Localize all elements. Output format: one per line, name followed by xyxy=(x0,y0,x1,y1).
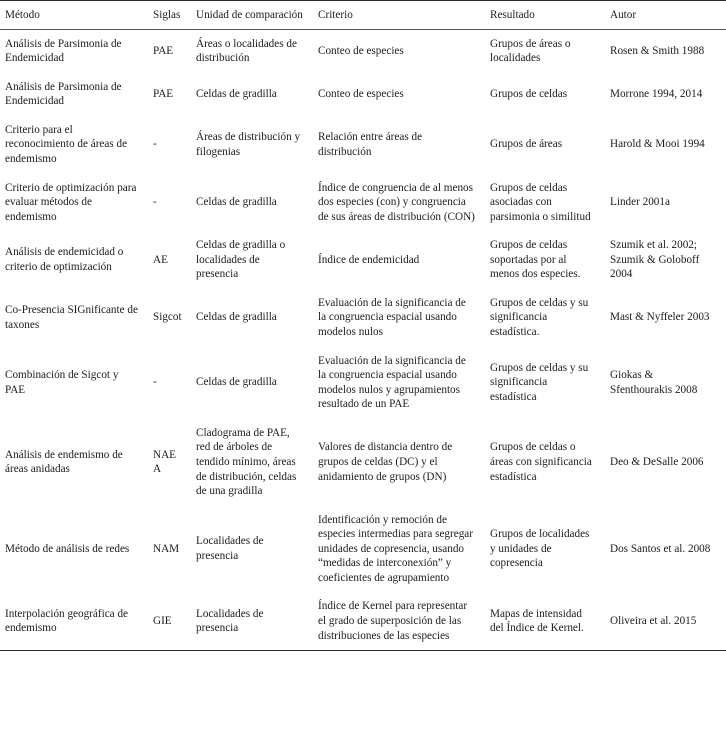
cell-resultado: Grupos de localidades y unidades de copresencia xyxy=(490,528,590,570)
cell-criterio: Índice de endemicidad xyxy=(318,253,420,266)
cell-criterio: Conteo de especies xyxy=(318,44,404,57)
cell-resultado: Grupos de celdas y su significancia estadística. xyxy=(490,296,589,338)
cell-criterio: Índice de Kernel para representar el grado de superposición de las distribuciones de las especies xyxy=(313,592,485,650)
table-row xyxy=(0,506,726,593)
cell-unidad: Localidades de presencia xyxy=(191,592,313,650)
column-header-criterio: Criterio xyxy=(313,1,485,30)
cell-criterio: Evaluación de la significancia de la congruencia espacial usando modelos nulos y agrupamientos resultado de un PAE xyxy=(318,354,466,411)
cell-metodo: Criterio para el reconocimiento de áreas de endemismo xyxy=(5,123,128,165)
table-row xyxy=(0,73,726,116)
cell-autor: Szumik et al. 2002; Szumik & Goloboff 2004 xyxy=(610,239,700,281)
cell-criterio: Evaluación de la significancia de la congruencia espacial usando modelos nulos xyxy=(318,296,466,338)
cell-resultado: Mapas de intensidad del Índice de Kernel. xyxy=(485,592,605,650)
table-row xyxy=(0,231,726,289)
cell-resultado: Grupos de celdas asociadas con parsimonia o similitud xyxy=(490,181,591,223)
table-body xyxy=(0,29,726,651)
cell-autor: Giokas & Sfenthourakis 2008 xyxy=(610,369,698,396)
cell-resultado: Grupos de celdas o áreas con significancia estadística xyxy=(490,441,592,483)
cell-unidad: Localidades de presencia xyxy=(196,535,264,563)
cell-autor: Rosen & Smith 1988 xyxy=(610,44,705,57)
cell-resultado: Grupos de celdas soportadas por al menos dos especies. xyxy=(490,239,581,281)
table-row xyxy=(0,174,726,232)
cell-siglas: PAE xyxy=(153,44,174,57)
cell-autor: Oliveira et al. 2015 xyxy=(605,592,726,650)
cell-unidad: Celdas de gradilla xyxy=(196,376,277,389)
column-header-metodo: Método xyxy=(0,1,148,30)
cell-autor: Harold & Mooi 1994 xyxy=(610,138,705,151)
cell-resultado: Grupos de celdas xyxy=(490,87,568,100)
table-row xyxy=(0,419,726,506)
cell-metodo: Análisis de Parsimonia de Endemicidad xyxy=(5,37,122,65)
cell-autor: Mast & Nyffeler 2003 xyxy=(610,311,710,324)
column-header-resultado: Resultado xyxy=(485,1,605,30)
cell-metodo: Combinación de Sigcot y PAE xyxy=(5,369,119,396)
cell-metodo: Análisis de Parsimonia de Endemicidad xyxy=(5,80,122,108)
cell-criterio: Identificación y remoción de especies intermedias para segregar unidades de copresencia, usando “medidas de interconexión” y coeficientes de agrupamiento xyxy=(318,513,473,584)
cell-siglas: GIE xyxy=(148,592,191,650)
cell-siglas: AE xyxy=(153,253,168,266)
table-header xyxy=(0,1,726,30)
cell-unidad: Cladograma de PAE, red de árboles de tendido mínimo, áreas de distribución, celdas de una gradilla xyxy=(196,426,297,498)
table-header-row xyxy=(0,1,726,30)
table-row xyxy=(0,289,726,347)
cell-resultado: Grupos de celdas y su significancia estadística xyxy=(490,361,589,403)
cell-resultado: Grupos de áreas xyxy=(490,138,563,151)
cell-metodo: Método de análisis de redes xyxy=(5,542,130,555)
cell-unidad: Celdas de gradilla xyxy=(196,196,277,209)
cell-siglas: - xyxy=(153,376,157,389)
cell-resultado: Grupos de áreas o localidades xyxy=(490,37,571,65)
cell-siglas: PAE xyxy=(153,87,174,100)
table-row xyxy=(0,592,726,650)
cell-unidad: Áreas o localidades de distribución xyxy=(196,37,297,65)
cell-siglas: - xyxy=(153,138,157,151)
cell-unidad: Celdas de gradilla xyxy=(196,87,277,100)
cell-siglas: NAEA xyxy=(153,448,176,476)
cell-autor: Deo & DeSalle 2006 xyxy=(610,455,704,468)
cell-criterio: Valores de distancia dentro de grupos de celdas (DC) y el anidamiento de grupos (DN) xyxy=(318,441,453,483)
cell-unidad: Celdas de gradilla xyxy=(196,311,277,324)
table-row xyxy=(0,116,726,174)
cell-metodo: Análisis de endemismo de áreas anidadas xyxy=(5,448,123,476)
cell-criterio: Índice de congruencia de al menos dos especies (con) y congruencia de sus áreas de distribución (CON) xyxy=(318,181,475,223)
cell-autor: Dos Santos et al. 2008 xyxy=(610,542,711,555)
cell-siglas: NAM xyxy=(153,542,180,555)
cell-siglas: - xyxy=(153,196,157,209)
cell-autor: Morrone 1994, 2014 xyxy=(610,87,703,100)
column-header-unidad: Unidad de comparación xyxy=(191,1,313,30)
cell-siglas: Sigcot xyxy=(153,311,182,324)
table-row xyxy=(0,29,726,73)
cell-unidad: Áreas de distribución y filogenias xyxy=(196,131,301,158)
cell-criterio: Conteo de especies xyxy=(318,87,404,100)
cell-metodo: Análisis de endemicidad o criterio de optimización xyxy=(5,246,124,274)
cell-metodo: Criterio de optimización para evaluar métodos de endemismo xyxy=(5,181,137,223)
column-header-autor: Autor xyxy=(605,1,726,30)
cell-autor: Linder 2001a xyxy=(610,196,670,209)
cell-metodo: Interpolación geográfica de endemismo xyxy=(0,592,148,650)
column-header-siglas: Siglas xyxy=(148,1,191,30)
cell-criterio: Relación entre áreas de distribución xyxy=(318,131,423,158)
cell-unidad: Celdas de gradilla o localidades de presencia xyxy=(196,239,286,281)
table-row xyxy=(0,347,726,419)
cell-metodo: Co-Presencia SIGnificante de taxones xyxy=(5,304,138,331)
